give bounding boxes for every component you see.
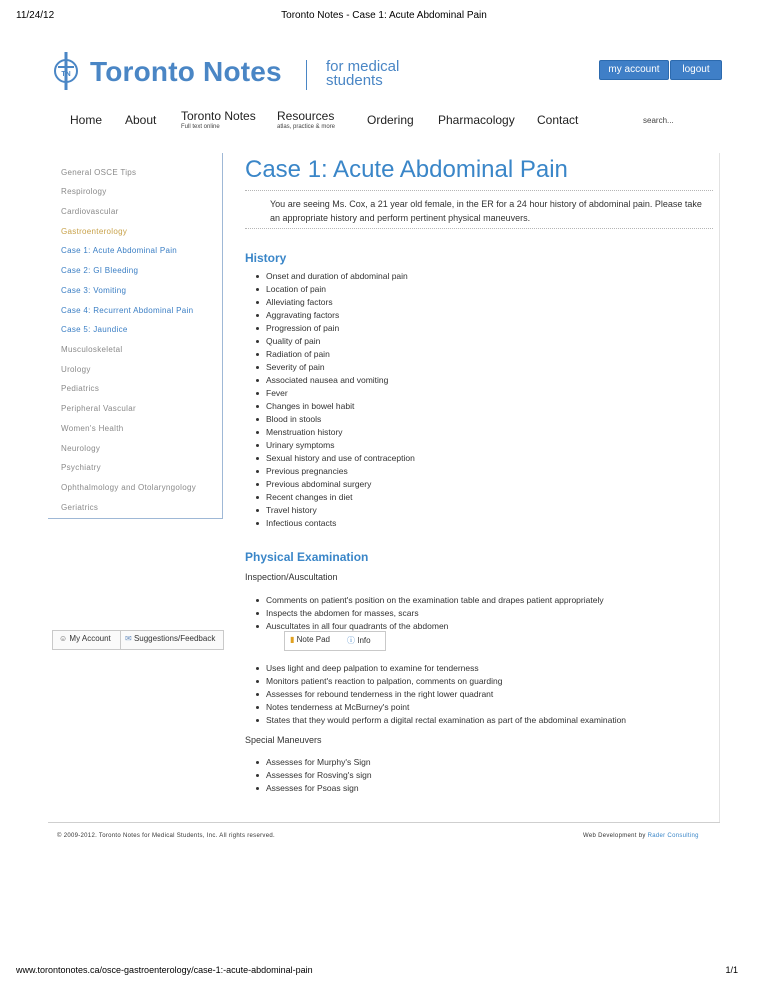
note-pad-label: Note Pad [296, 635, 330, 644]
nav-resources-label: Resources [277, 109, 335, 123]
list-item: Comments on patient's position on the examination table and drapes patient appropriately [245, 594, 705, 607]
inspection-heading: Inspection/Auscultation [245, 572, 338, 582]
list-item: Previous pregnancies [245, 465, 705, 478]
sidebar-item-case-2[interactable]: Case 2: GI Bleeding [61, 266, 139, 275]
special-maneuvers-heading: Special Maneuvers [245, 735, 322, 745]
sidebar-item-cardiovascular[interactable]: Cardiovascular [61, 207, 119, 216]
sidebar-item-gastroenterology[interactable]: Gastroenterology [61, 227, 128, 236]
svg-text:TN: TN [61, 71, 71, 78]
sidebar-item-peripheral-vascular[interactable]: Peripheral Vascular [61, 404, 136, 413]
list-item: Urinary symptoms [245, 439, 705, 452]
list-item: Radiation of pain [245, 348, 705, 361]
list-item: Associated nausea and vomiting [245, 374, 705, 387]
search-input[interactable]: search... [643, 116, 674, 125]
sidebar-item-respirology[interactable]: Respirology [61, 187, 107, 196]
list-item: Assesses for Psoas sign [245, 782, 705, 795]
note-tools [284, 631, 386, 651]
info-label: Info [357, 636, 371, 645]
list-item: Alleviating factors [245, 296, 705, 309]
sidebar-item-case-3[interactable]: Case 3: Vomiting [61, 286, 127, 295]
print-url: www.torontonotes.ca/osce-gastroenterology/case-1:-acute-abdominal-pain [16, 965, 313, 975]
info-icon: ⓘ [347, 636, 355, 645]
history-heading: History [245, 251, 287, 265]
toronto-notes-logo-icon[interactable] [52, 52, 80, 90]
sidebar-item-case-4[interactable]: Case 4: Recurrent Abdominal Pain [61, 306, 194, 315]
my-account-button[interactable]: my account [599, 60, 669, 80]
sidebar-item-urology[interactable]: Urology [61, 365, 91, 374]
list-item: Quality of pain [245, 335, 705, 348]
tagline-line2: students [326, 72, 383, 89]
list-item: Uses light and deep palpation to examine for tenderness [245, 662, 715, 675]
sidebar-item-ophthalmology[interactable]: Ophthalmology and Otolaryngology [61, 483, 197, 492]
inspection-list [245, 594, 705, 633]
nav-toronto-notes-label: Toronto Notes [181, 109, 256, 123]
print-page-number: 1/1 [725, 965, 738, 975]
title-divider [245, 190, 713, 191]
my-account-tool-label: My Account [69, 634, 111, 643]
print-title: Toronto Notes - Case 1: Acute Abdominal Pain [281, 10, 487, 21]
nav-ordering[interactable]: Ordering [367, 113, 414, 127]
nav-resources-sub: atlas, practice & more [277, 124, 336, 130]
list-item: Auscultates in all four quadrants of the abdomen [245, 620, 705, 633]
special-maneuvers-list [245, 756, 705, 795]
list-item: Menstruation history [245, 426, 705, 439]
nav-contact[interactable]: Contact [537, 113, 579, 127]
sidebar-item-geriatrics[interactable]: Geriatrics [61, 503, 99, 512]
intro-divider [245, 228, 713, 229]
sidebar-item-musculoskeletal[interactable]: Musculoskeletal [61, 345, 123, 354]
copyright: © 2009-2012. Toronto Notes for Medical Students, Inc. All rights reserved. [57, 833, 275, 839]
user-toolbar [52, 630, 224, 650]
list-item: Monitors patient's reaction to palpation, comments on guarding [245, 675, 715, 688]
note-pad-tool[interactable] [290, 635, 330, 644]
my-account-tool[interactable] [59, 634, 111, 643]
sidebar-item-psychiatry[interactable]: Psychiatry [61, 463, 101, 472]
list-item: Previous abdominal surgery [245, 478, 705, 491]
tool-divider [120, 631, 121, 649]
sidebar-item-case-1[interactable]: Case 1: Acute Abdominal Pain [61, 246, 178, 255]
list-item: States that they would perform a digital rectal examination as part of the abdominal examination [245, 714, 715, 727]
note-pad-icon: ▮ [290, 635, 295, 644]
sidebar-item-pediatrics[interactable]: Pediatrics [61, 384, 100, 393]
tagline-line1: for medical [326, 58, 400, 75]
nav-toronto-notes[interactable] [181, 109, 256, 130]
logo-divider [306, 60, 307, 90]
info-tool[interactable] [347, 635, 371, 646]
list-item: Sexual history and use of contraception [245, 452, 705, 465]
logout-button[interactable]: logout [670, 60, 722, 80]
web-development-credit [583, 833, 699, 839]
list-item: Changes in bowel habit [245, 400, 705, 413]
logo-tagline [326, 60, 399, 88]
nav-about[interactable]: About [125, 113, 157, 127]
logo-text[interactable]: Toronto Notes [90, 56, 282, 87]
sidebar [48, 153, 223, 519]
list-item: Recent changes in diet [245, 491, 705, 504]
print-date: 11/24/12 [16, 10, 55, 21]
nav-toronto-notes-sub: Full text online [181, 124, 220, 130]
list-item: Location of pain [245, 283, 705, 296]
history-list [245, 270, 705, 530]
list-item: Onset and duration of abdominal pain [245, 270, 705, 283]
sidebar-item-general-osce-tips[interactable]: General OSCE Tips [61, 168, 137, 177]
nav-pharmacology[interactable]: Pharmacology [438, 113, 515, 127]
list-item: Severity of pain [245, 361, 705, 374]
sidebar-item-womens-health[interactable]: Women's Health [61, 424, 124, 433]
envelope-icon: ✉ [125, 634, 132, 643]
list-item: Assesses for Rosving's sign [245, 769, 705, 782]
list-item: Progression of pain [245, 322, 705, 335]
footer-divider [48, 822, 720, 823]
list-item: Assesses for Murphy's Sign [245, 756, 705, 769]
suggestions-tool[interactable] [125, 634, 215, 643]
content-border [719, 153, 720, 823]
sidebar-item-neurology[interactable]: Neurology [61, 444, 101, 453]
palpation-list [245, 662, 715, 727]
list-item: Infectious contacts [245, 517, 705, 530]
list-item: Notes tenderness at McBurney's point [245, 701, 715, 714]
nav-resources[interactable] [277, 109, 335, 130]
user-icon: ☺ [59, 634, 68, 643]
physical-exam-heading: Physical Examination [245, 550, 369, 564]
list-item: Aggravating factors [245, 309, 705, 322]
list-item: Assesses for rebound tenderness in the right lower quadrant [245, 688, 715, 701]
nav-home[interactable]: Home [70, 113, 103, 127]
list-item: Fever [245, 387, 705, 400]
rader-consulting-link[interactable]: Rader Consulting [647, 833, 699, 839]
list-item: Travel history [245, 504, 705, 517]
web-dev-label: Web Development by [583, 833, 646, 839]
list-item: Blood in stools [245, 413, 705, 426]
suggestions-tool-label: Suggestions/Feedback [133, 634, 216, 643]
sidebar-item-case-5[interactable]: Case 5: Jaundice [61, 325, 128, 334]
page-title: Case 1: Acute Abdominal Pain [245, 156, 568, 183]
list-item: Inspects the abdomen for masses, scars [245, 607, 705, 620]
case-intro: You are seeing Ms. Cox, a 21 year old female, in the ER for a 24 hour history of abdominal pain. Please take an appropriate history and perform pertinent physical maneuvers. [270, 199, 702, 223]
